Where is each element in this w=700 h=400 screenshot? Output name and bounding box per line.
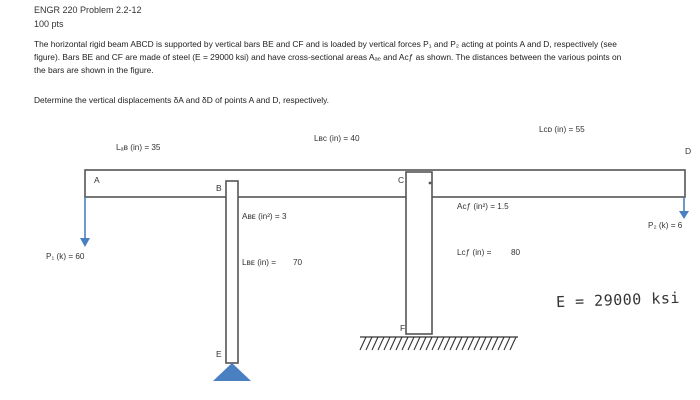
label-a-cf: Aᴄƒ (in²) = 1.5	[457, 202, 509, 211]
handwritten-e-note: E = 29000 ksi	[555, 288, 681, 312]
value-l-cf: 80	[511, 248, 521, 257]
label-p1: P₁ (k) = 60	[46, 252, 85, 261]
ground-hatch	[360, 337, 516, 350]
bar-cf	[406, 172, 432, 334]
label-a-be: Aʙᴇ (in²) = 3	[242, 212, 287, 221]
label-l-bc: Lʙᴄ (in) = 40	[314, 134, 360, 143]
label-l-be: Lʙᴇ (in) =	[242, 258, 277, 267]
points-value: 100 pts	[34, 19, 64, 29]
point-a-label: A	[94, 175, 100, 185]
problem-question: Determine the vertical displacements δA and δD of points A and D, respectively.	[34, 95, 329, 105]
point-b-label: B	[216, 183, 222, 193]
point-c-label: C	[398, 175, 405, 185]
rigid-beam	[85, 170, 685, 197]
problem-line-3: the bars are shown in the figure.	[34, 65, 154, 75]
point-f-label: F	[400, 323, 406, 333]
load-arrow-p2	[679, 197, 689, 219]
bar-be	[226, 181, 238, 363]
label-l-cf: Lᴄƒ (in) =	[457, 248, 492, 257]
load-arrow-p1	[80, 197, 90, 247]
pin-support	[213, 363, 251, 381]
label-p2: P₂ (k) = 6	[648, 221, 683, 230]
point-d-label: D	[685, 146, 692, 156]
course-title: ENGR 220 Problem 2.2-12	[34, 5, 142, 15]
label-l-cd: Lᴄᴅ (in) = 55	[539, 125, 585, 134]
value-l-be: 70	[293, 258, 303, 267]
label-l-ab: Lₐʙ (in) = 35	[116, 143, 161, 152]
problem-line-2: figure). Bars BE and CF are made of steel (E = 29000 ksi) and have cross-sectional areas Aₐₑ and Aᴄƒ as shown. The distances between the various points on	[34, 52, 622, 62]
problem-line-1: The horizontal rigid beam ABCD is supported by vertical bars BE and CF and is loaded by vertical forces P₁ and P₂ acting at points A and D, respectively (see	[34, 39, 617, 49]
point-e-label: E	[216, 349, 222, 359]
